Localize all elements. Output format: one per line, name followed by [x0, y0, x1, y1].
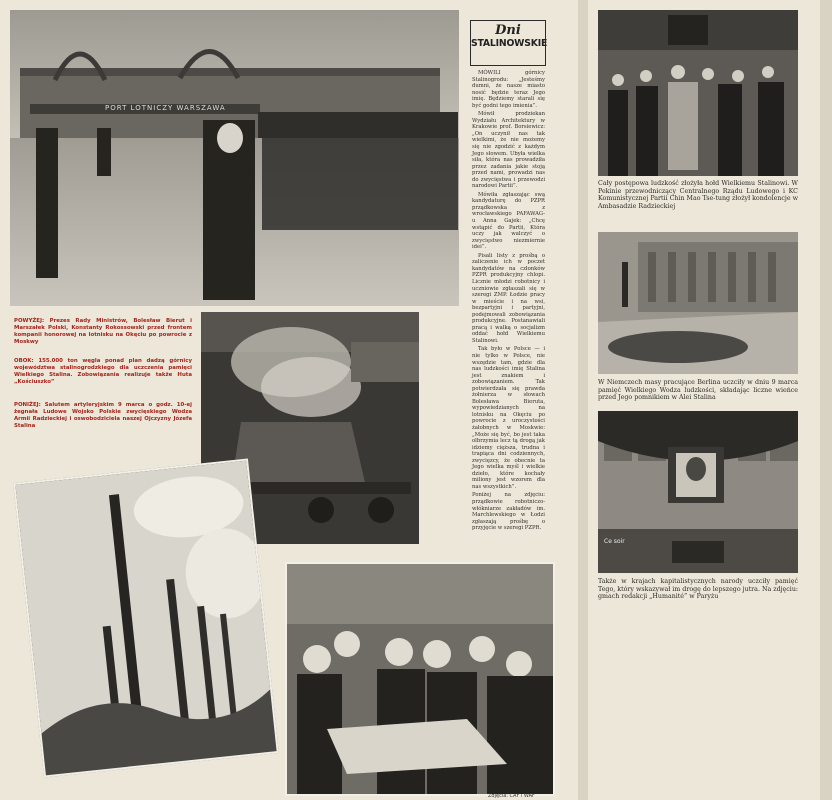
caption-peking: Cały postępowa ludzkość złożyła hołd Wielkiemu Stalinowi. W Pekinie przewodniczący Centralnego Rządu Ludowego i KC Komunistycznej Partii Chin Mao Tse-tung złożył kondolencje w Ambasadzie Radzieckiej	[598, 180, 798, 210]
caption-below-label: PONIŻEJ:	[14, 402, 41, 408]
caption-side-text: 155.000 ton węgla ponad plan dadzą górnicy województwa stalinogrodzkiego dla uczczenia pamięci Wielkiego Stalina. Zobowiązania realizuje także Huta „Kościuszko”	[14, 358, 192, 385]
berlin-photo	[598, 232, 798, 374]
article-paragraph: Poniżej na zdjęciu: prządkowie robotniczo-włókniarze zakładów im. Marchlewskiego w Łodzi zgłaszają prośbę o przyjęcie w szeregi PZPR.	[472, 492, 545, 532]
caption-top-text: Prezes Rady Ministrów, Bolesław Bierut i Marszałek Polski, Konstanty Rokossowski przed frontem kompanii honorowej na lotnisku na Okęciu po powrocie z Moskwy	[14, 318, 192, 345]
peking-photo	[598, 10, 798, 176]
shop-sign: Ce soir	[604, 538, 625, 545]
title-script: Dni	[495, 23, 521, 38]
article-paragraph: MÓWILI górnicy Stalinogrodu: „Jesteśmy dumni, że nasze miasto nosić będzie teraz Jego imię. Będziemy starali się być godni tego imienia”.	[472, 70, 545, 109]
article-paragraph: Tak było w Polsce — i nie tylko w Polsce, nie wszędzie tam, gdzie dla nas ludzkości imię Stalina jest znakiem i zobowiązaniem. Tak potwierdzała się prawda żołnierza w słowach Bolesława Bieruta, wypowiedzianych na lotnisku na Okęciu po powrocie z uroczystości żałobnych w Moskwie: „Może się być, bo jest taka olbrzymia lecz tą drogą jak idziemy cięższa, trudna i trapiąca dni codziennych, zwycięzcy, że obecnie ta Jego wielka myśl i wielkie dzieło, które kochały miliony jest wzorem dla nas wszystkich”.	[472, 346, 545, 490]
caption-berlin: W Niemczech masy pracujące Berlina uczciły w dniu 9 marca pamięć Wielkiego Wodza ludzkości, składając liczne wieńce przed Jego pomnikiem w Alei Stalina	[598, 379, 798, 402]
article-paragraph: Mówił prodziekan Wydziału Architektury w Krakowie prof. Borsiewicz: „On uczynił nas tak wielkimi, że nie możemy się nie zgodzić z każdym Jego słowem. Ubyła wielka siła, która nas prowadziła przez zadania jakie stoją przed nami, prowadzi nas do zwycięstwa i przewodzi narodowi Partii”.	[472, 111, 545, 190]
photo-credit: Zdjęcia: CAF i WAF	[488, 793, 535, 799]
airport-photo	[10, 10, 459, 306]
airport-sign: PORT LOTNICZY WARSZAWA	[105, 104, 226, 112]
title-main: STALINOWSKIE	[471, 38, 548, 49]
caption-paris: Także w krajach kapitalistycznych narody uczciły pamięć Tego, który wskazywał im drogę do lepszego jutra. Na zdjęciu: gmach redakcji „Humanité” w Paryżu	[598, 578, 798, 601]
article-paragraph: Pisali listy z prośbą o zaliczenie ich w poczet kandydatów na członków PZPR produkcyjny chlopi. Licznie młodzi robotnicy i uczniowie zgłaszali się w szeregi ZMP. Łodzie pracy w mieście i na wsi, bezpartyjni i partyjni, podejmowali zobowiązania produkcyjne. Postanawiali pracą i walką o socjalizm oddać hołd Wielkiemu Stalinowi.	[472, 252, 545, 344]
caption-side	[14, 358, 192, 386]
article-column	[472, 70, 545, 570]
caption-below-text: Salutem artyleryjskim 9 marca o godz. 10-ej żegnała Ludowe Wojsko Polskie zwycięskiego Wodza Armii Radzieckiej i oswobodziciela naszej Ojczyzny Józefa Stalina	[14, 402, 192, 429]
article-paragraph: Mówiła zgłaszając swą kandydaturę do PZPR prządkowska z wrocławskiego PAFAWAG-u Anna Gajek: „Chcę wstąpić do Partii, Która uczy jak walczyć o zwycięstwo niezmiernie idei”.	[472, 191, 545, 251]
caption-top	[14, 318, 192, 346]
meeting-photo	[285, 562, 555, 796]
caption-top-label: POWYŻEJ:	[14, 318, 45, 324]
right-page	[588, 0, 820, 800]
caption-side-label: OBOK:	[14, 358, 34, 364]
caption-below	[14, 402, 192, 430]
chimneys-photo	[13, 458, 279, 777]
article-title-box	[470, 20, 546, 66]
paris-photo	[598, 411, 798, 573]
